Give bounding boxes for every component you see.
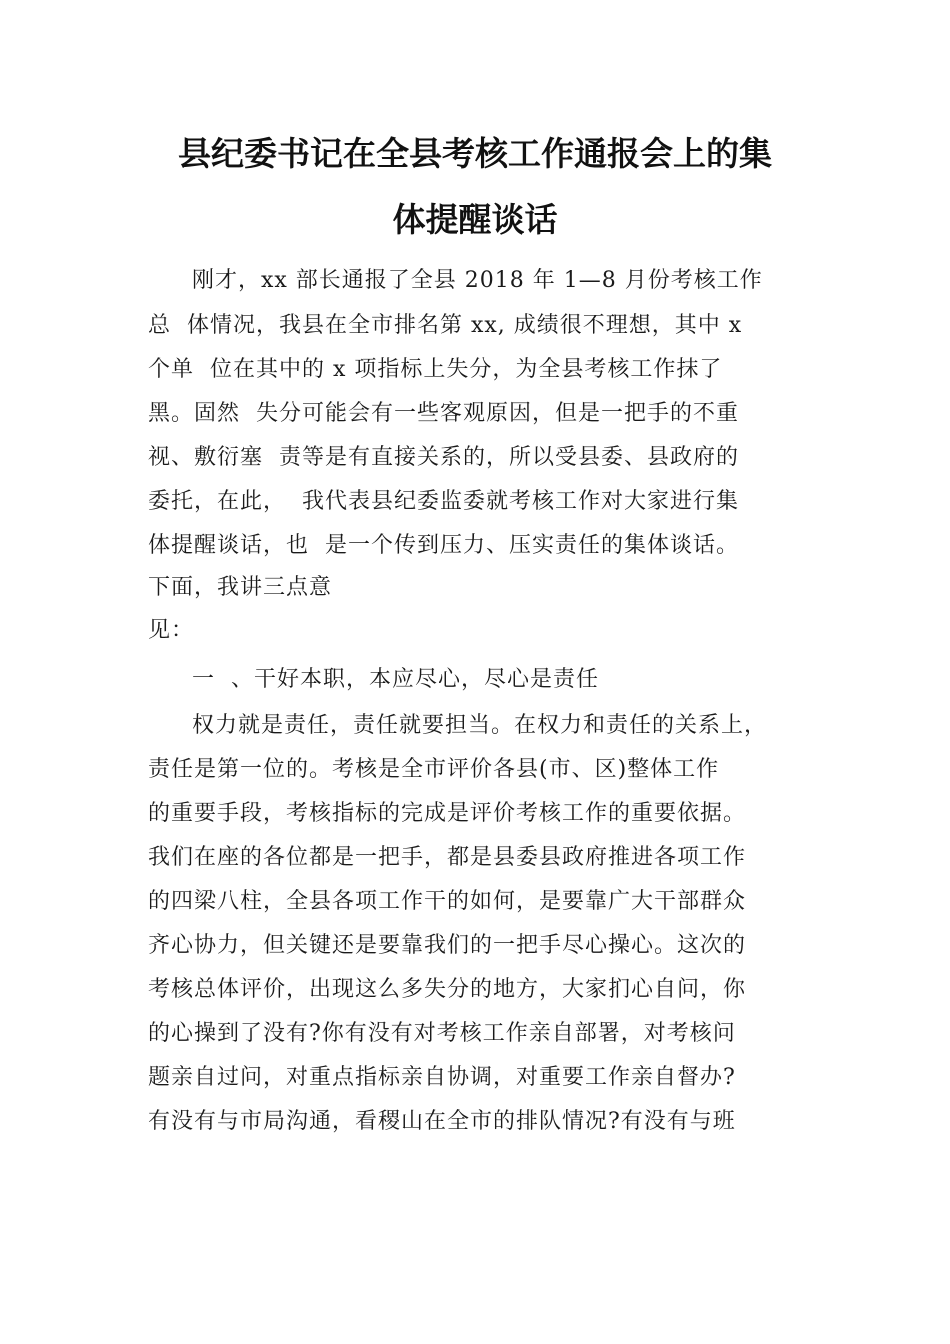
body-line-8: 下面，我讲三点意 <box>148 575 333 600</box>
body-line-18: 题亲自过问，对重点指标亲自协调，对重要工作亲自督办? <box>148 1065 736 1090</box>
document-title-line-2: 体提醒谈话 <box>392 200 558 239</box>
body-line-17: 的心操到了没有?你有没有对考核工作亲自部署，对考核问 <box>148 1021 736 1046</box>
body-line-19: 有没有与市局沟通，看稷山在全市的排队情况?有没有与班 <box>148 1109 736 1134</box>
body-line-4: 黑。固然 失分可能会有一些客观原因，但是一把手的不重 <box>148 401 739 426</box>
document-title-line-1: 县纪委书记在全县考核工作通报会上的集 <box>178 134 772 173</box>
body-line-14: 的四梁八柱，全县各项工作干的如何，是要靠广大干部群众 <box>148 889 747 914</box>
body-line-9: 见： <box>148 618 195 643</box>
body-line-16: 考核总体评价，出现这么多失分的地方，大家扪心自问，你 <box>148 977 747 1002</box>
body-line-12: 的重要手段，考核指标的完成是评价考核工作的重要依据。 <box>148 801 747 826</box>
body-line-2: 总 体情况，我县在全市排名第 xx, 成绩很不理想，其中 x <box>148 313 743 338</box>
body-line-6: 委托，在此， 我代表县纪委监委就考核工作对大家进行集 <box>148 489 739 514</box>
body-line-15: 齐心协力，但关键还是要靠我们的一把手尽心操心。这次的 <box>148 933 747 958</box>
body-line-11: 责任是第一位的。考核是全市评价各县(市、区)整体工作 <box>148 757 720 782</box>
body-line-7: 体提醒谈话，也 是一个传到压力、压实责任的集体谈话。 <box>148 533 739 558</box>
body-line-5: 视、敷衍塞 责等是有直接关系的，所以受县委、县政府的 <box>148 445 739 470</box>
section-heading-1: 一 、干好本职，本应尽心，尽心是责任 <box>192 667 599 692</box>
body-line-10: 权力就是责任，责任就要担当。在权力和责任的关系上， <box>192 713 768 738</box>
body-line-3: 个单 位在其中的 x 项指标上失分，为全县考核工作抹了 <box>148 357 723 382</box>
body-line-1: 刚才，xx 部长通报了全县 2018 年 1—8 月份考核工作 <box>192 268 763 293</box>
body-line-13: 我们在座的各位都是一把手，都是县委县政府推进各项工作 <box>148 845 747 870</box>
